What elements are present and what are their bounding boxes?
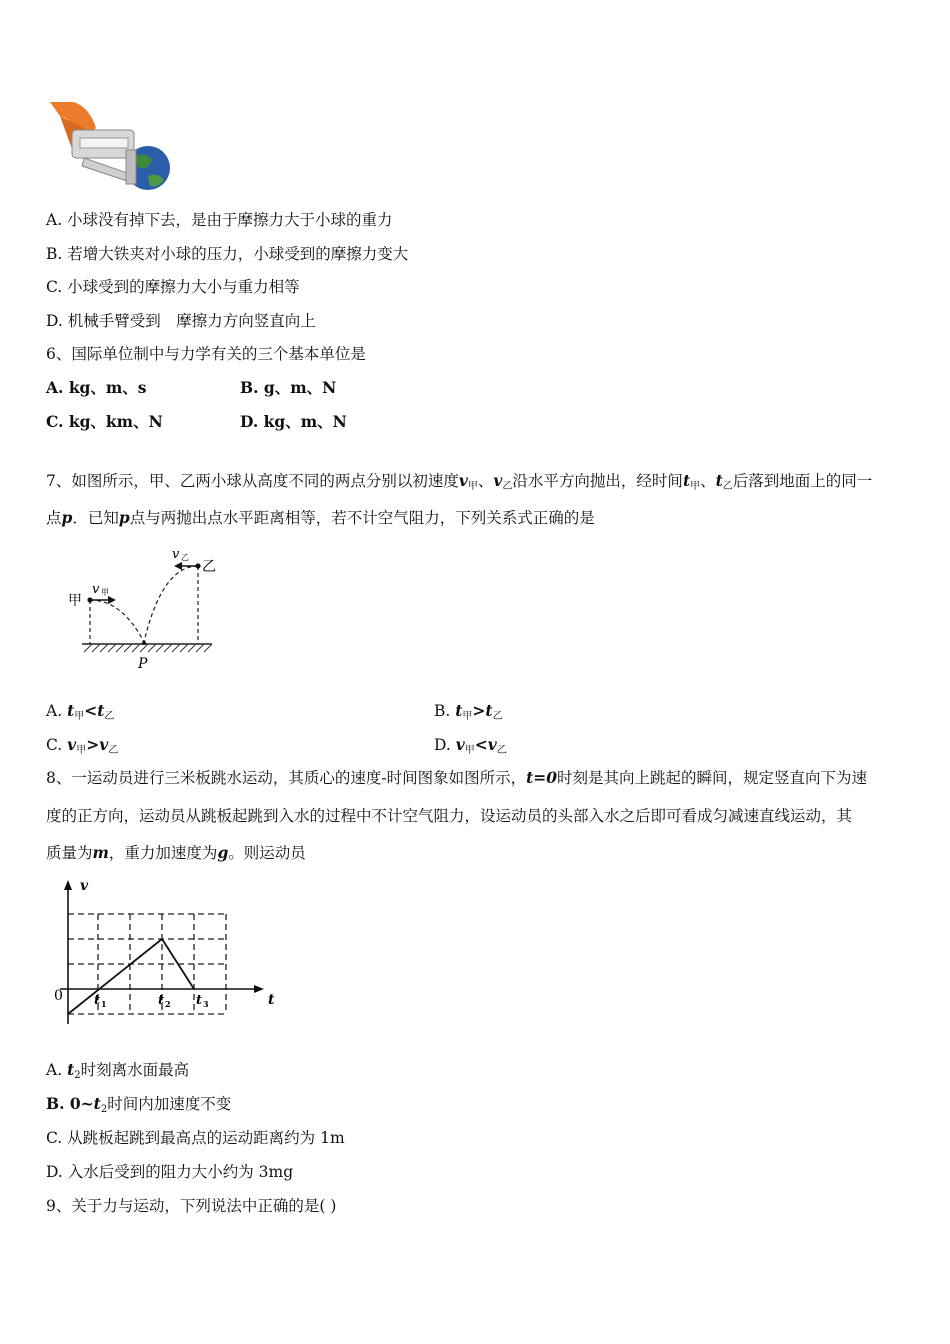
q8-option-b: B. $0\sim t_2$时间内加速度不变 <box>46 1094 232 1115</box>
axis-t-label: t <box>268 992 275 1008</box>
q6-option-d: D. kg、m、N <box>240 412 347 431</box>
q8-option-d: D. 入水后受到的阻力大小约为 3mg <box>46 1163 294 1181</box>
label-yi: 乙 <box>202 559 216 575</box>
q9-stem: 9、关于力与运动，下列说法中正确的是( ) <box>46 1197 337 1215</box>
label-jia: 甲 <box>68 593 82 609</box>
q7-option-a: A. $t_甲<t_乙$ <box>46 701 115 722</box>
label-v-jia: v <box>92 582 100 597</box>
q7-option-c: C. $v_甲>v_乙$ <box>46 735 119 756</box>
q7-stem-line2: 点p．已知p点与两抛出点水平距离相等，若不计空气阻力，下列关系式正确的是 <box>46 508 595 527</box>
origin-label: 0 <box>54 988 63 1004</box>
q8-option-a: A. $t_2$时刻离水面最高 <box>46 1060 190 1081</box>
q6-option-c: C. kg、km、N <box>46 412 163 431</box>
tick-t1-sub: 1 <box>101 999 107 1009</box>
q7-option-d: D. $v_甲<v_乙$ <box>434 735 507 756</box>
q7-stem-line1: 7、如图所示，甲、乙两小球从高度不同的两点分别以初速度$v_甲$、$v_乙$沿水平方向抛出，经时间$t_甲$、$t_乙$后落到地面上的同一 <box>46 471 873 492</box>
projectile-figure <box>62 542 222 676</box>
q8-stem-line2: 度的正方向，运动员从跳板起跳到入水的过程中不计空气阻力，设运动员的头部入水之后即可看成匀减速直线运动，其 <box>46 807 853 825</box>
q5-option-c: C. 小球受到的摩擦力大小与重力相等 <box>46 278 300 296</box>
label-P: P <box>138 656 148 672</box>
q5-option-b: B. 若增大铁夹对小球的压力，小球受到的摩擦力变大 <box>46 245 409 263</box>
q6-stem: 6、国际单位制中与力学有关的三个基本单位是 <box>46 345 366 363</box>
robot-arm-ball-figure <box>44 98 176 196</box>
q5-option-a: A. 小球没有掉下去，是由于摩擦力大于小球的重力 <box>46 211 393 229</box>
q6-option-b: B. g、m、N <box>240 378 337 397</box>
label-v-yi-sub: 乙 <box>181 553 189 562</box>
tick-t2-sub: 2 <box>165 999 171 1009</box>
tick-t3: t <box>196 993 203 1008</box>
q5-option-d: D. 机械手臂受到 摩擦力方向竖直向上 <box>46 312 316 330</box>
tick-t3-sub: 3 <box>203 999 209 1009</box>
q7-option-b: B. $t_甲>t_乙$ <box>434 701 503 722</box>
q8-stem-line3: 质量为m，重力加速度为g。则运动员 <box>46 843 306 862</box>
q6-option-a: A. kg、m、s <box>46 378 147 397</box>
label-v-yi: v <box>172 547 180 562</box>
velocity-time-graph <box>50 874 286 1030</box>
q8-stem-line1: 8、一运动员进行三米板跳水运动，其质心的速度-时间图象如图所示，t=0时刻是其向上跳起的瞬间，规定竖直向下为速 <box>46 768 868 787</box>
tick-t1: t <box>94 993 101 1008</box>
q8-option-c: C. 从跳板起跳到最高点的运动距离约为 1m <box>46 1129 345 1147</box>
axis-v-label: v <box>80 878 89 894</box>
label-v-jia-sub: 甲 <box>101 588 109 597</box>
tick-t2: t <box>158 993 165 1008</box>
